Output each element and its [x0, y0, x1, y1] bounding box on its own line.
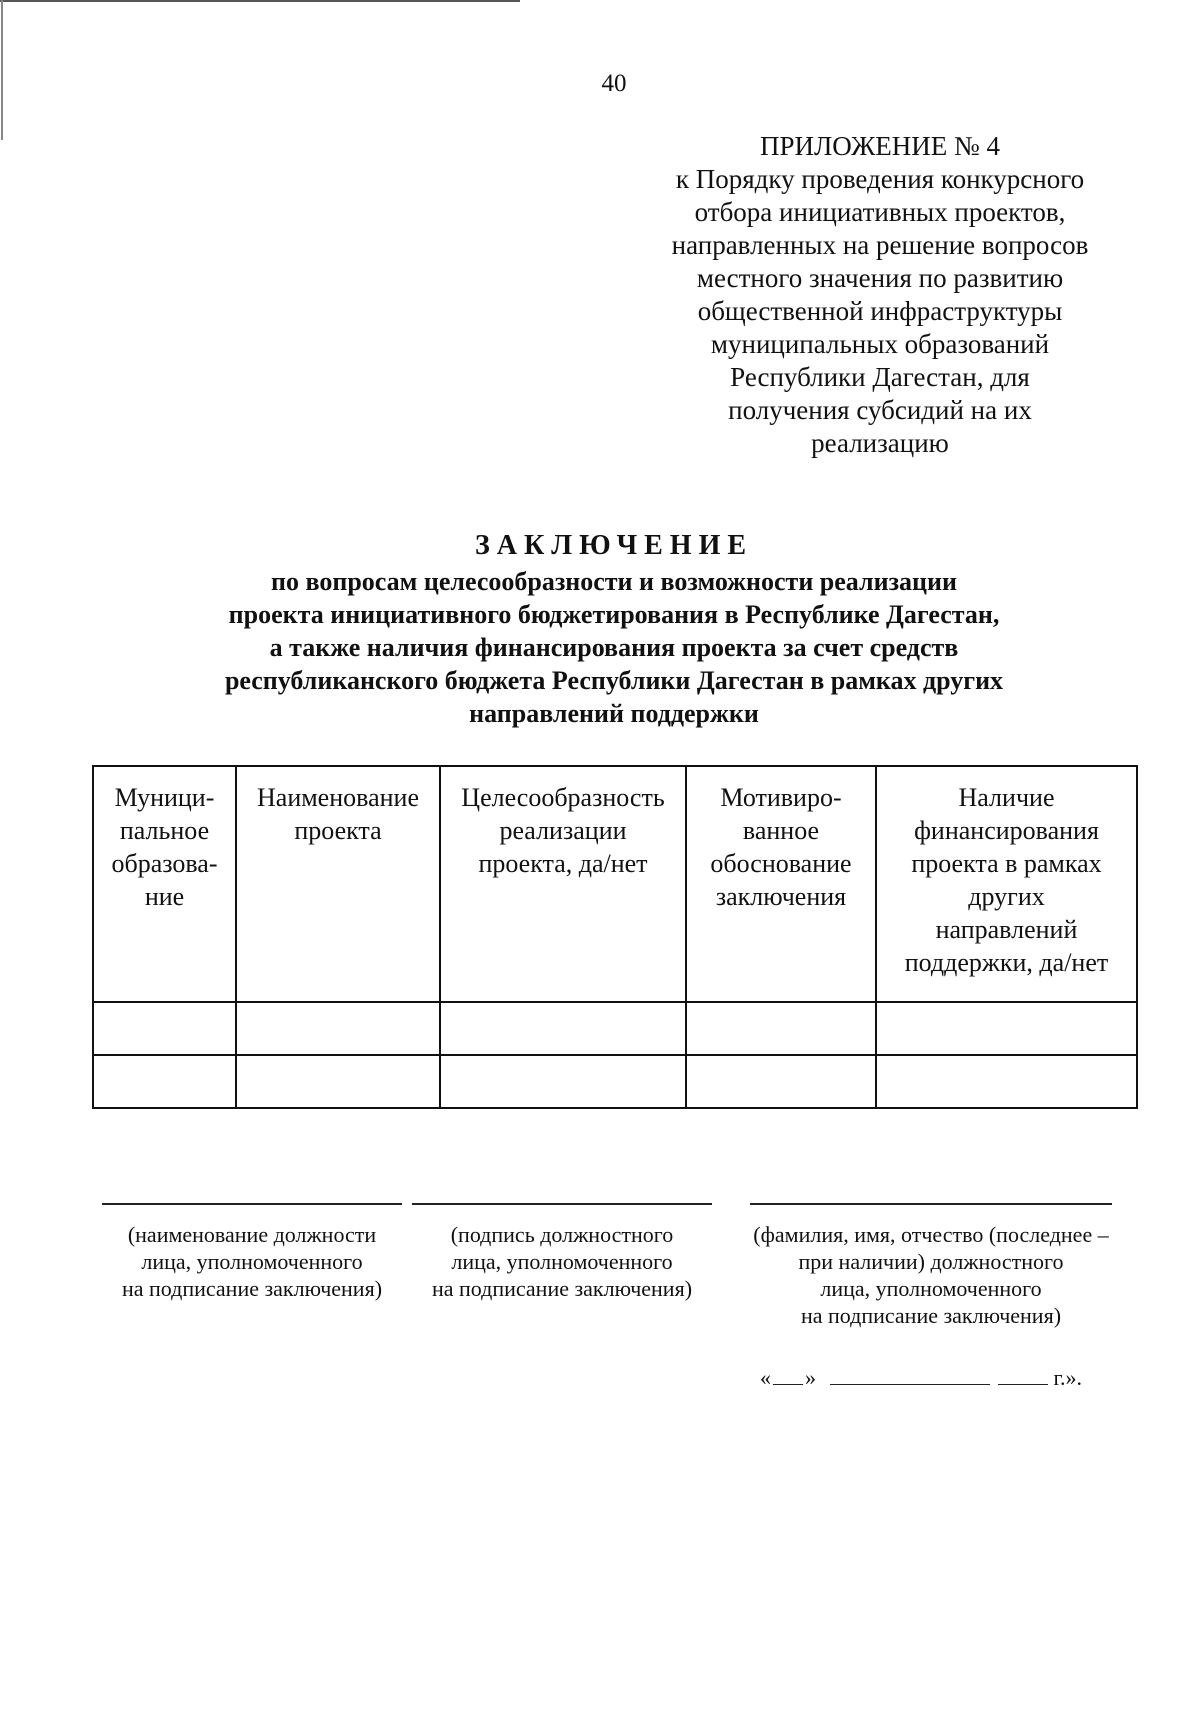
- table-cell: [686, 1055, 876, 1108]
- date-field: [760, 1364, 1082, 1391]
- appendix-line: Республики Дагестан, для: [730, 362, 1030, 392]
- signature-underline: [750, 1203, 1112, 1205]
- table-cell: [236, 1002, 440, 1055]
- year-blank: [998, 1364, 1048, 1385]
- conclusion-subtitle-line: по вопросам целесообразности и возможности реализации: [271, 567, 957, 596]
- date-open-quote: «: [760, 1365, 771, 1390]
- conclusion-heading: [100, 529, 1128, 730]
- signature-position: (наименование должности лица, уполномоченного на подписание заключения): [102, 1203, 402, 1302]
- appendix-block: [640, 130, 1120, 460]
- table-cell: [440, 1002, 686, 1055]
- table-cell: [686, 1002, 876, 1055]
- table-cell: [440, 1055, 686, 1108]
- conclusion-table: [92, 765, 1138, 1109]
- column-header-municipality: Муници- пальное образова- ние: [93, 766, 236, 1002]
- year-suffix: г.».: [1053, 1365, 1083, 1390]
- appendix-line: местного значения по развитию: [696, 263, 1064, 293]
- table-cell: [93, 1002, 236, 1055]
- conclusion-title: ЗАКЛЮЧЕНИЕ: [474, 530, 754, 561]
- appendix-title: ПРИЛОЖЕНИЕ № 4: [759, 131, 1001, 161]
- appendix-line: получения субсидий на их: [728, 395, 1032, 425]
- conclusion-subtitle-line: а также наличия финансирования проекта за счет средств: [269, 633, 959, 662]
- scan-edge-top: [0, 0, 520, 2]
- appendix-line: общественной инфраструктуры: [697, 296, 1063, 326]
- conclusion-subtitle-line: республиканского бюджета Республики Дагестан в рамках других: [224, 666, 1004, 695]
- column-header-justification: Мотивиро- ванное обоснование заключения: [686, 766, 876, 1002]
- appendix-line: реализацию: [811, 428, 949, 458]
- signature-block: [92, 1203, 1136, 1328]
- appendix-line: направленных на решение вопросов: [671, 230, 1089, 260]
- table-cell: [876, 1055, 1137, 1108]
- page-number: 40: [601, 70, 627, 97]
- month-blank: [830, 1364, 990, 1385]
- table-header-row: [93, 766, 1137, 1002]
- conclusion-subtitle-line: направлений поддержки: [469, 699, 759, 728]
- signature-full-name: (фамилия, имя, отчество (последнее – при наличии) должностного лица, уполномоченного на подписание заключения): [722, 1203, 1140, 1329]
- table-cell: [93, 1055, 236, 1108]
- table-cell: [876, 1002, 1137, 1055]
- table-row: [93, 1055, 1137, 1108]
- table-row: [93, 1002, 1137, 1055]
- column-header-other-funding: Наличие финансирования проекта в рамках других направлений поддержки, да/нет: [876, 766, 1137, 1002]
- column-header-project-name: Наименование проекта: [236, 766, 440, 1002]
- conclusion-subtitle-line: проекта инициативного бюджетирования в Республике Дагестан,: [228, 600, 1000, 629]
- table-cell: [236, 1055, 440, 1108]
- column-header-feasibility: Целесообразность реализации проекта, да/нет: [440, 766, 686, 1002]
- appendix-line: отбора инициативных проектов,: [694, 197, 1066, 227]
- signature-underline: [102, 1203, 402, 1205]
- appendix-line: муниципальных образований: [710, 329, 1050, 359]
- day-blank: [773, 1364, 803, 1385]
- signature-sign: (подпись должностного лица, уполномоченного на подписание заключения): [412, 1203, 712, 1302]
- appendix-line: к Порядку проведения конкурсного: [675, 164, 1085, 194]
- date-close-quote: »: [805, 1365, 816, 1390]
- signature-underline: [412, 1203, 712, 1205]
